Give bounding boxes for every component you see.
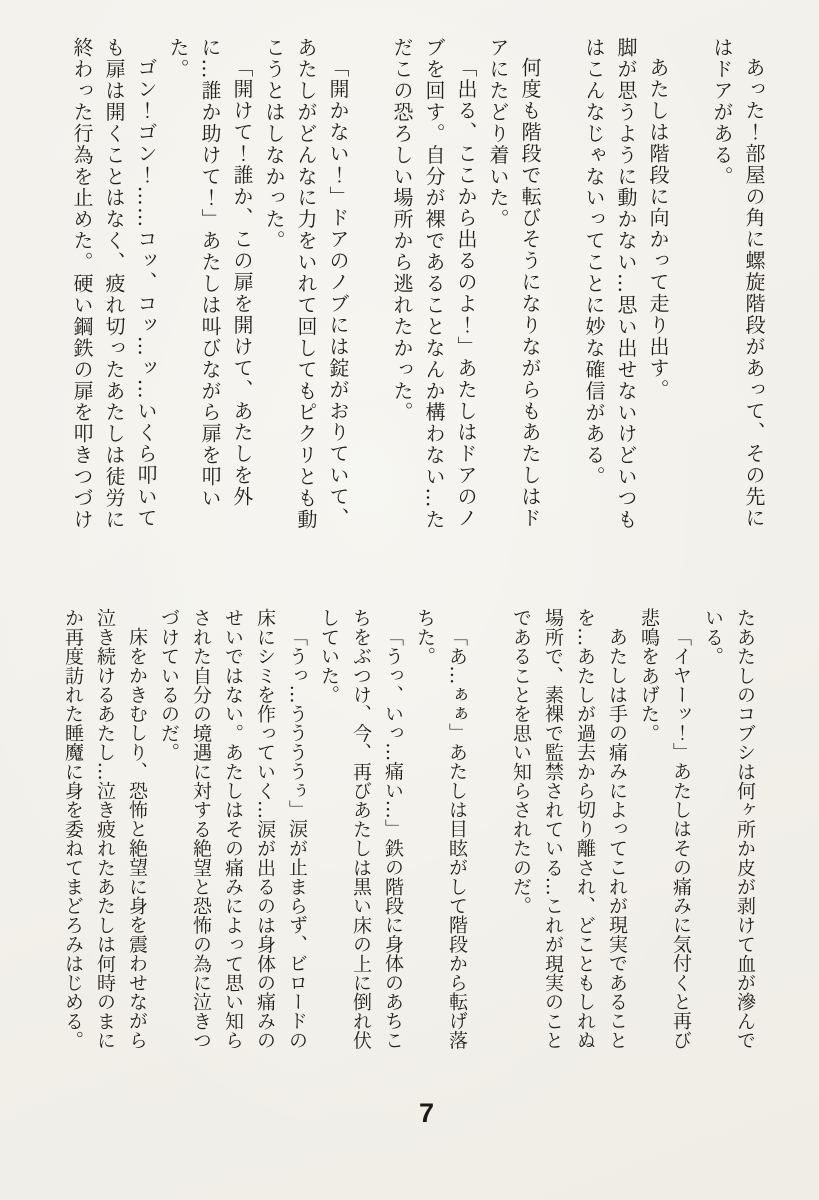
paragraph: たあたしのコブシは何ヶ所か皮が剥けて血が滲んでいる。 xyxy=(702,608,756,1050)
paragraph: 何度も階段で転びそうになりながらもあたしはドアにたどり着いた。 xyxy=(486,37,542,529)
blank-line xyxy=(546,37,578,532)
paragraph: 「出る、ここから出るのよ！」あたしはドアのノブを回す。自分が裸であることなんか構わない…ただこの恐ろしい場所から逃れたかった。 xyxy=(390,37,478,531)
paragraph: 「うっ、いっ…痛い…」鉄の階段に身体のあちこちをぶつけ、今、再びあたしは黒い床の上に倒れ伏していた。 xyxy=(318,608,404,1050)
blank-line xyxy=(354,37,386,532)
paragraph: 「開かない！」ドアのノブには錠がおりていて、あたしがどんなに力をいれて回してもピクリとも動こうとはしなかった。 xyxy=(262,37,350,531)
blank-line xyxy=(473,608,505,1051)
paragraph: あった！部屋の角に螺旋階段があって、その先にはドアがある。 xyxy=(710,37,766,529)
paragraph: 「イヤーッ！」あたしはその痛みに気付くと再び悲鳴をあげた。 xyxy=(638,608,692,1050)
blank-line xyxy=(674,37,706,532)
paragraph: あたしは階段に向かって走り出す。 xyxy=(646,57,670,401)
text-block-upper xyxy=(66,37,770,532)
paragraph: 床をかきむしり、恐怖と絶望に身を震わせながら泣き続けるあたし…泣き疲れたあたしは何時のまにか再度訪れた睡魔に身を委ねてまどろみはじめる。 xyxy=(62,608,148,1050)
paragraph: あたしは手の痛みによってこれが現実であることを…あたしが過去から切り離され、どこともしれぬ場所で、素裸で監禁されている…これが現実のことであることを思い知らされたのだ。 xyxy=(510,608,628,1050)
paragraph: 脚が思うように動かない…思い出せないけどいつもはこんなじゃないってことに妙な確信がある。 xyxy=(582,37,638,531)
paragraph: 「あ…ぁぁ」あたしは目眩がして階段から転げ落ちた。 xyxy=(414,608,468,1050)
paragraph: ゴン！ゴン！……コッ、コッ…ッ…いくら叩いても扉は開くことはなく、疲れ切ったあたしは徒労に終わった行為を止めた。硬い鋼鉄の扉を叩きつづけ xyxy=(70,37,158,531)
paragraph: 「うっ…ううううぅ」涙が止まらず、ビロードの床にシミを作っていく…涙が出るのは身体の痛みのせいではない。あたしはその痛みによって思い知らされた自分の境遇に対する絶望と恐怖の為に泣きつづけているのだ。 xyxy=(158,608,308,1050)
page-number: 7 xyxy=(418,1098,435,1128)
paragraph: 「開けて！誰か、この扉を開けて、あたしを外に…誰か助けて！」あたしは叫びながら扉を叩いた。 xyxy=(166,37,254,509)
text-block-lower xyxy=(57,608,761,1051)
